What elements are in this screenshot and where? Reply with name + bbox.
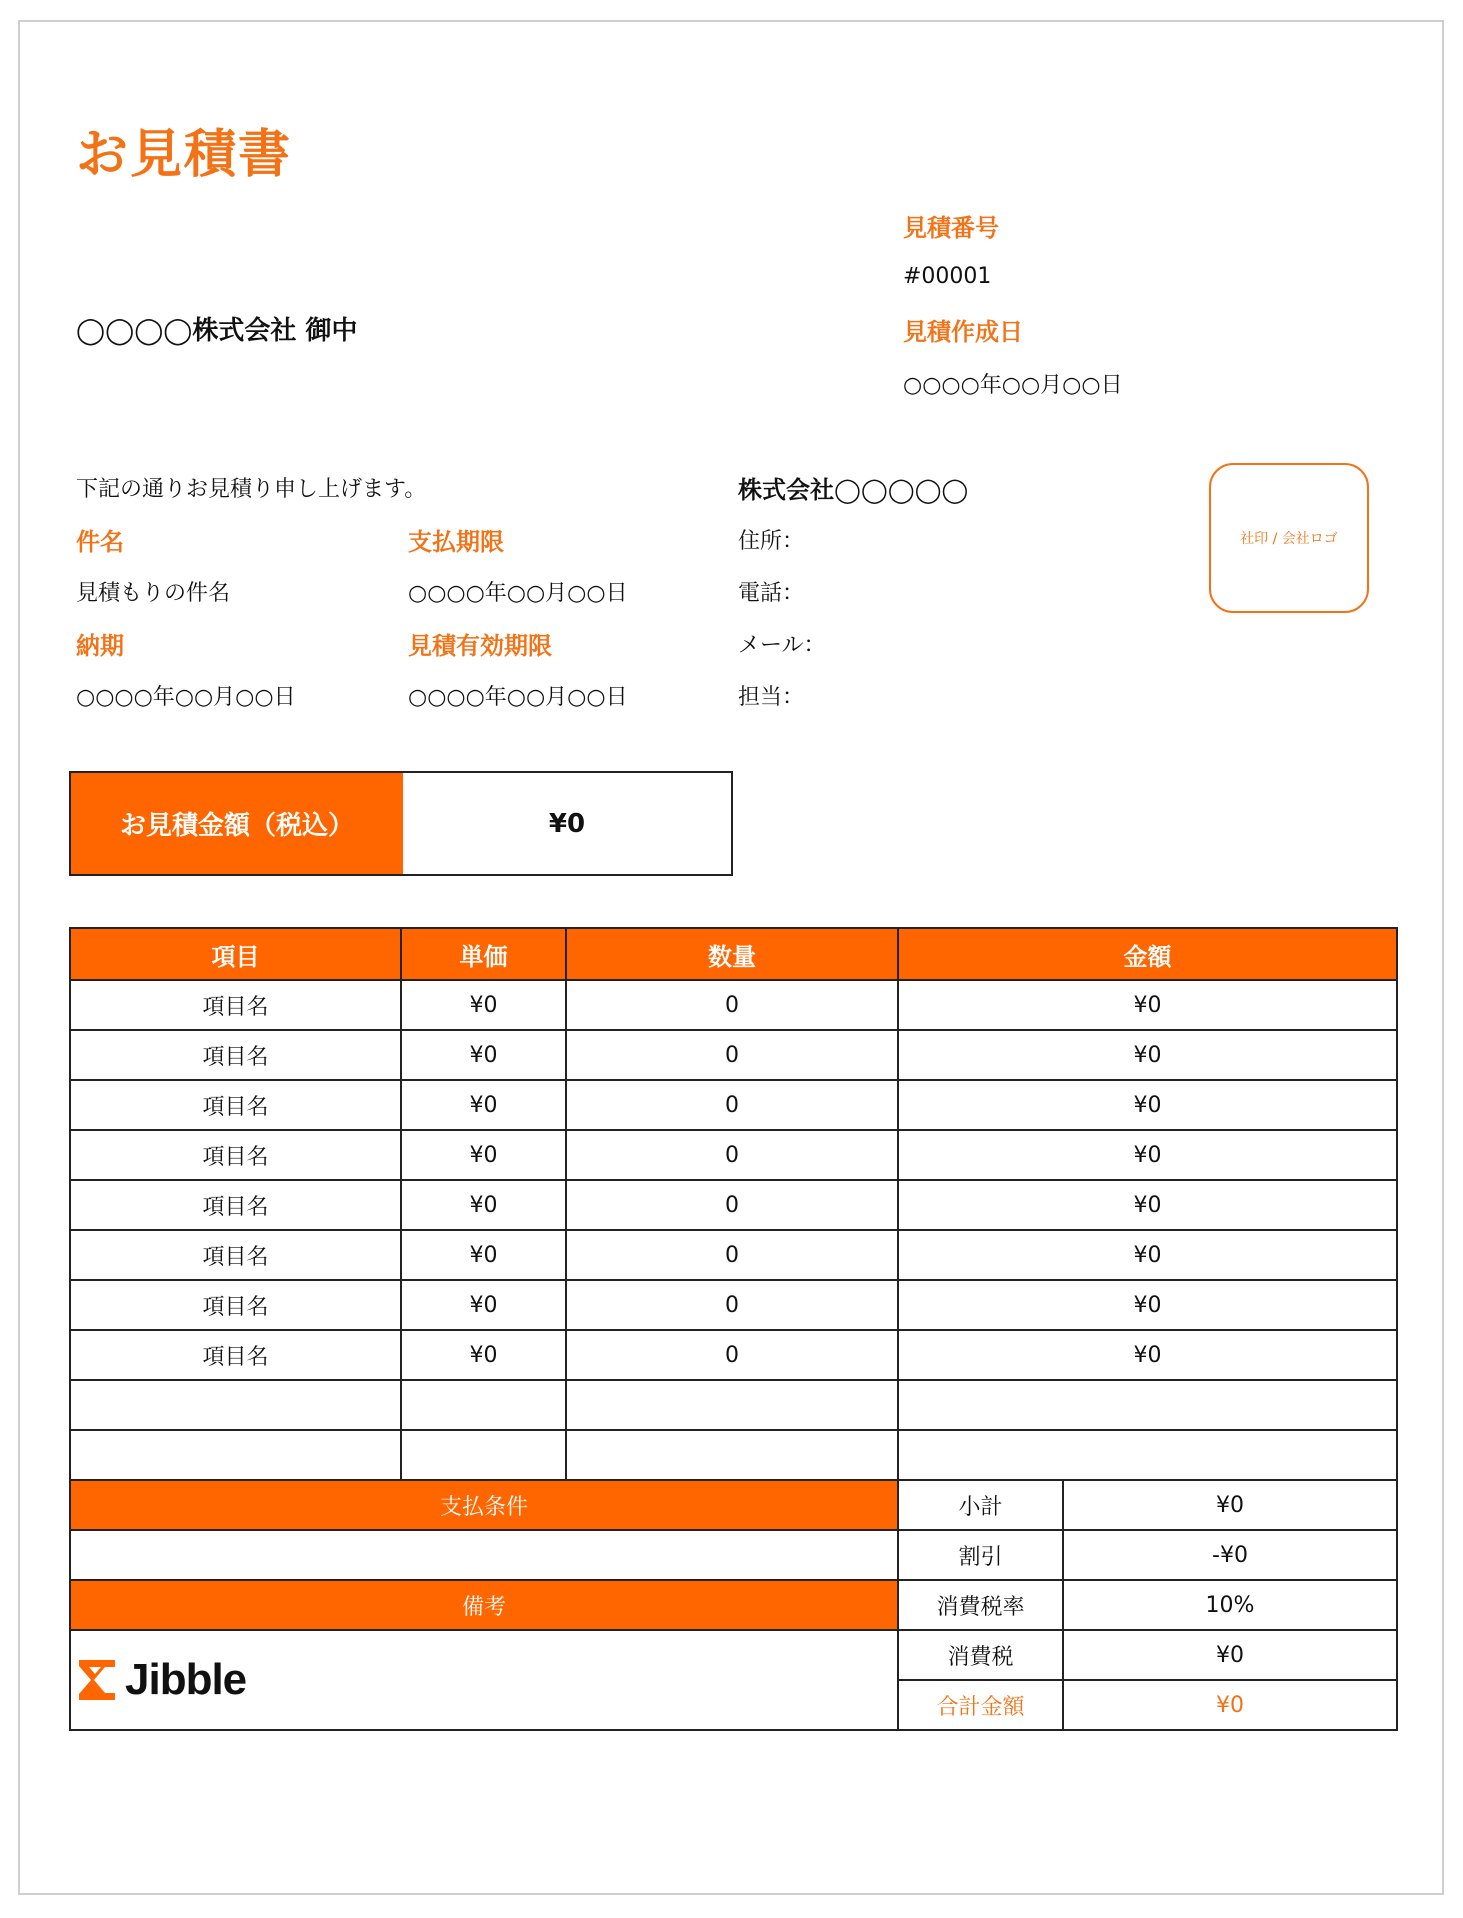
cell-quantity: 0	[566, 980, 898, 1030]
issuer-address: 住所：	[738, 529, 805, 554]
summary-row	[70, 1480, 1397, 1530]
cell-item: 項目名	[70, 1080, 401, 1130]
cell-quantity: 0	[566, 1280, 898, 1330]
cell-item: 項目名	[70, 980, 401, 1030]
client-name: ◯◯◯◯株式会社 御中	[76, 316, 358, 346]
stamp-logo-box: 社印 / 会社ロゴ	[1209, 463, 1369, 613]
notes-content	[70, 1630, 898, 1730]
cell-unit-price: ¥0	[401, 1180, 566, 1230]
estimate-number: #00001	[903, 264, 992, 289]
cell-amount: ¥0	[898, 1130, 1397, 1180]
cell-unit-price: ¥0	[401, 1280, 566, 1330]
tax-value: ¥0	[1063, 1630, 1397, 1680]
cell-item	[70, 1430, 401, 1480]
cell-unit-price: ¥0	[401, 1330, 566, 1380]
discount-value: -¥0	[1063, 1530, 1397, 1580]
payment-terms-content[interactable]	[70, 1530, 898, 1580]
delivery-label: 納期	[76, 632, 124, 660]
cell-unit-price	[401, 1380, 566, 1430]
summary-row	[70, 1530, 1397, 1580]
cell-amount	[898, 1380, 1397, 1430]
subject-value: 見積もりの件名	[76, 581, 231, 606]
intro-text: 下記の通りお見積り申し上げます。	[76, 477, 427, 502]
cell-amount: ¥0	[898, 1230, 1397, 1280]
table-row	[70, 1130, 1397, 1180]
payment-terms-header: 支払条件	[70, 1480, 898, 1530]
tax-rate-value: 10%	[1063, 1580, 1397, 1630]
grand-total-label: 合計金額	[898, 1680, 1063, 1730]
jibble-logo	[71, 1655, 897, 1705]
validity-label: 見積有効期限	[408, 632, 552, 660]
tax-rate-label: 消費税率	[898, 1580, 1063, 1630]
created-date: ○○○○年○○月○○日	[903, 373, 1123, 398]
issuer-person: 担当：	[738, 685, 805, 710]
table-row	[70, 1330, 1397, 1380]
cell-item: 項目名	[70, 1230, 401, 1280]
cell-unit-price	[401, 1430, 566, 1480]
table-row	[70, 1430, 1397, 1480]
cell-amount: ¥0	[898, 1280, 1397, 1330]
cell-item: 項目名	[70, 1280, 401, 1330]
table-row	[70, 1080, 1397, 1130]
cell-amount: ¥0	[898, 980, 1397, 1030]
table-row	[70, 1180, 1397, 1230]
cell-item: 項目名	[70, 1130, 401, 1180]
header-unit-price: 単価	[401, 928, 566, 980]
table-row	[70, 1380, 1397, 1430]
estimate-number-label: 見積番号	[903, 214, 999, 242]
cell-item: 項目名	[70, 1180, 401, 1230]
table-row	[70, 1030, 1397, 1080]
payment-deadline-value: ○○○○年○○月○○日	[408, 581, 628, 606]
cell-item	[70, 1380, 401, 1430]
issuer-phone: 電話：	[738, 581, 805, 606]
payment-deadline-label: 支払期限	[408, 528, 504, 556]
table-row	[70, 1280, 1397, 1330]
discount-label: 割引	[898, 1530, 1063, 1580]
cell-amount: ¥0	[898, 1080, 1397, 1130]
estimate-total-label: お見積金額（税込）	[71, 773, 403, 874]
notes-header: 備考	[70, 1580, 898, 1630]
grand-total-value: ¥0	[1063, 1680, 1397, 1730]
cell-quantity: 0	[566, 1030, 898, 1080]
document-title: お見積書	[76, 125, 293, 185]
cell-amount: ¥0	[898, 1330, 1397, 1380]
cell-unit-price: ¥0	[401, 1030, 566, 1080]
cell-quantity	[566, 1430, 898, 1480]
estimate-total-value: ¥0	[548, 808, 586, 839]
header-amount: 金額	[898, 928, 1397, 980]
subtotal-label: 小計	[898, 1480, 1063, 1530]
tax-label: 消費税	[898, 1630, 1063, 1680]
cell-quantity: 0	[566, 1180, 898, 1230]
subtotal-value: ¥0	[1063, 1480, 1397, 1530]
logo-text: Jibble	[125, 1655, 247, 1704]
delivery-value: ○○○○年○○月○○日	[76, 685, 296, 710]
cell-amount	[898, 1430, 1397, 1480]
cell-item: 項目名	[70, 1330, 401, 1380]
validity-value: ○○○○年○○月○○日	[408, 685, 628, 710]
table-row	[70, 1230, 1397, 1280]
cell-unit-price: ¥0	[401, 980, 566, 1030]
header-quantity: 数量	[566, 928, 898, 980]
estimate-total-box	[69, 771, 733, 876]
table-row	[70, 980, 1397, 1030]
cell-unit-price: ¥0	[401, 1230, 566, 1280]
header-item: 項目	[70, 928, 401, 980]
cell-amount: ¥0	[898, 1180, 1397, 1230]
line-items-table	[69, 927, 1398, 1731]
cell-unit-price: ¥0	[401, 1130, 566, 1180]
created-date-label: 見積作成日	[903, 318, 1023, 346]
issuer-email: メール：	[738, 633, 826, 658]
cell-quantity: 0	[566, 1130, 898, 1180]
subject-label: 件名	[76, 528, 124, 556]
cell-quantity: 0	[566, 1230, 898, 1280]
summary-row	[70, 1580, 1397, 1630]
cell-quantity	[566, 1380, 898, 1430]
hourglass-icon	[75, 1656, 119, 1704]
cell-item: 項目名	[70, 1030, 401, 1080]
summary-row	[70, 1630, 1397, 1680]
cell-amount: ¥0	[898, 1030, 1397, 1080]
issuer-company: 株式会社◯◯◯◯◯	[738, 476, 969, 504]
cell-quantity: 0	[566, 1080, 898, 1130]
cell-unit-price: ¥0	[401, 1080, 566, 1130]
cell-quantity: 0	[566, 1330, 898, 1380]
